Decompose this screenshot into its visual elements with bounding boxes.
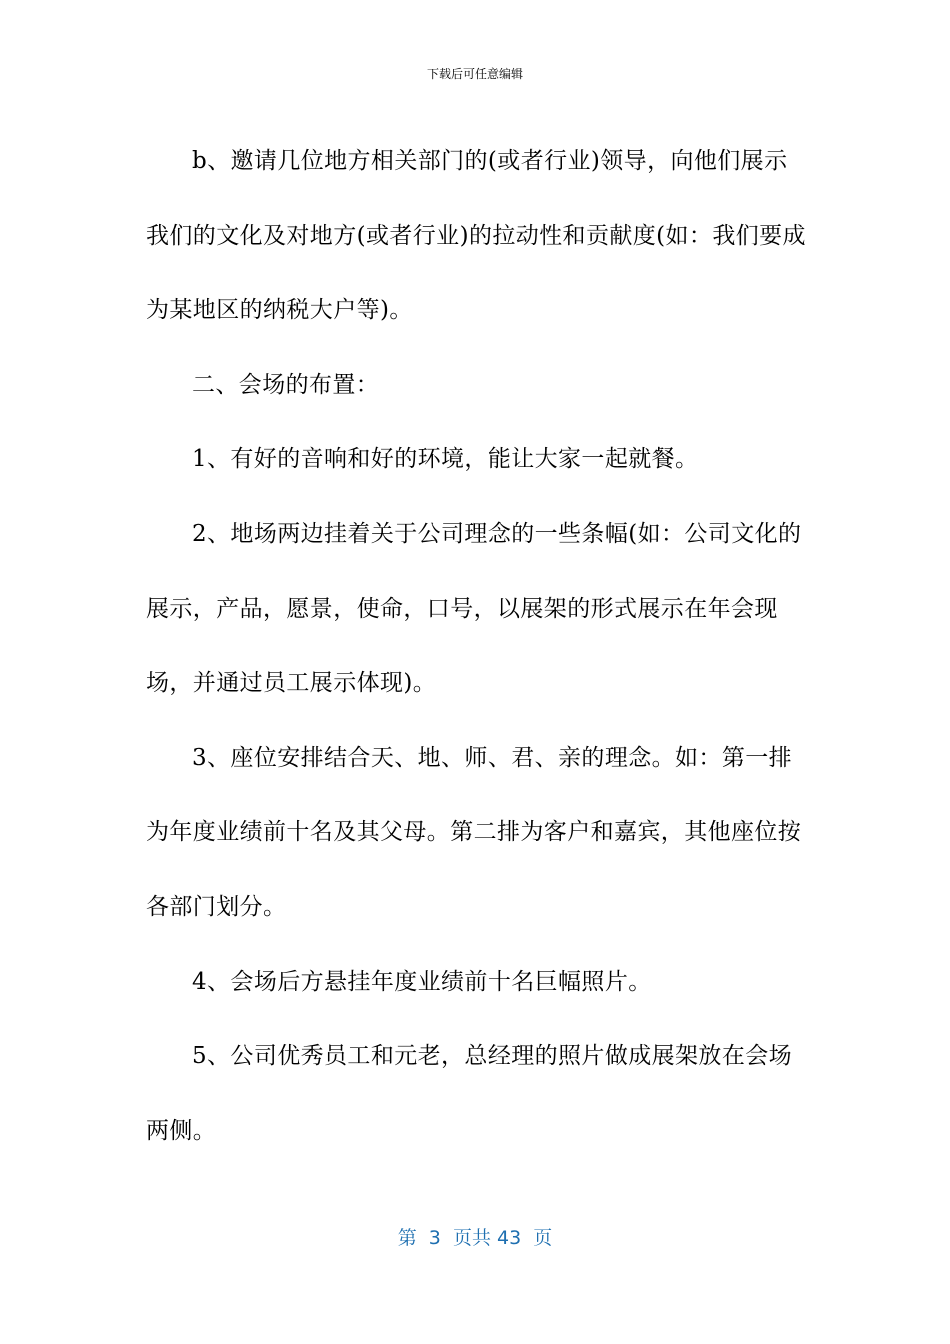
paragraph-item-4: 4、会场后方悬挂年度业绩前十名巨幅照片。 bbox=[192, 968, 652, 995]
paragraph-item-5: 5、公司优秀员工和元老，总经理的照片做成展架放在会场两侧。 bbox=[146, 1043, 793, 1144]
document-body bbox=[146, 124, 806, 1168]
section-heading-venue: 二、会场的布置： bbox=[192, 371, 380, 398]
paragraph-item-1: 1、有好的音响和好的环境，能让大家一起就餐。 bbox=[192, 446, 699, 473]
page-header: 下载后可任意编辑 bbox=[426, 67, 523, 81]
paragraph-item-2: 2、地场两边挂着关于公司理念的一些条幅(如：公司文化的展示，产品，愿景，使命，口号，以展架的形式展示在年会现场，并通过员工展示体现)。 bbox=[146, 520, 802, 697]
paragraph-invite-leaders: b、邀请几位地方相关部门的(或者行业)领导，向他们展示我们的文化及对地方(或者行业)的拉动性和贡献度(如：我们要成为某地区的纳税大户等)。 bbox=[146, 148, 806, 324]
page-number-footer: 第 3 页共 43 页 bbox=[397, 1227, 553, 1249]
paragraph-item-3: 3、座位安排结合天、地、师、君、亲的理念。如：第一排为年度业绩前十名及其父母。第二排为客户和嘉宾，其他座位按各部门划分。 bbox=[146, 744, 802, 920]
